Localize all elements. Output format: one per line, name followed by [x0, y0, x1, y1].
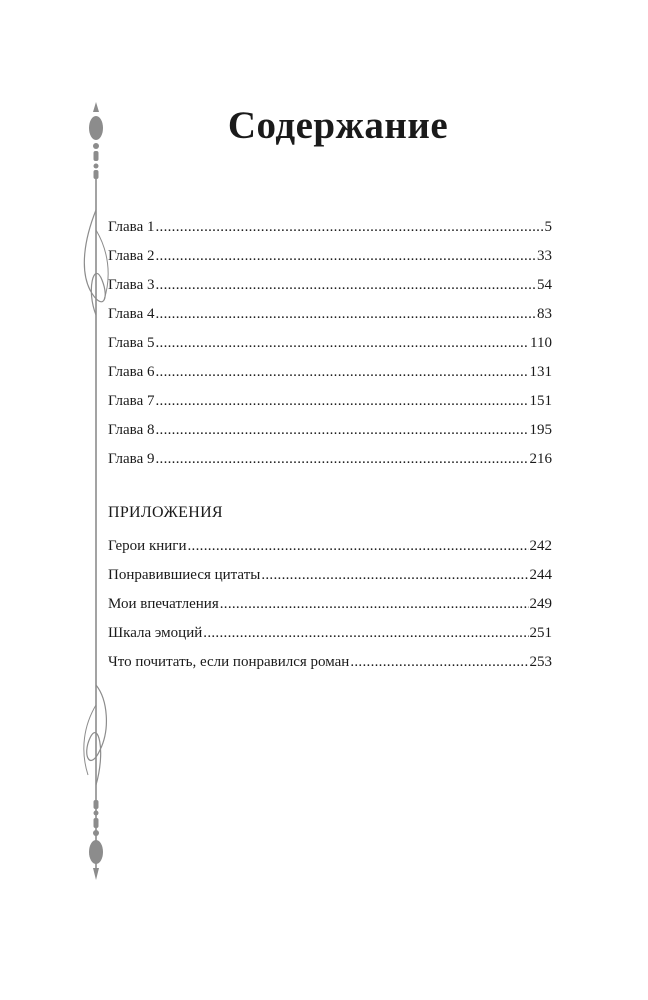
dot-leader — [155, 387, 528, 416]
toc-entry-chapter-1[interactable] — [108, 213, 552, 242]
toc-entry-label: Глава 6 — [108, 364, 155, 380]
toc-entry-chapter-9[interactable] — [108, 445, 552, 474]
toc-entry-label: Шкала эмоций — [108, 625, 203, 641]
toc-entry-page-number: 131 — [529, 364, 552, 380]
toc-entry-page-number: 249 — [529, 596, 552, 612]
toc-entry-appendix-2[interactable] — [108, 561, 552, 590]
dot-leader — [155, 213, 543, 242]
toc-entry-page-number: 242 — [529, 538, 552, 554]
toc-entry-page-number: 253 — [529, 654, 552, 670]
dot-leader — [188, 532, 529, 561]
toc-entry-appendix-5[interactable] — [108, 648, 552, 677]
page-title: Содержание — [227, 104, 449, 147]
appendix-list — [108, 532, 552, 677]
dot-leader — [155, 358, 528, 387]
toc-entry-page-number: 54 — [537, 277, 552, 293]
toc-entry-page-number: 244 — [529, 567, 552, 583]
appendix-heading: ПРИЛОЖЕНИЯ — [108, 504, 223, 521]
toc-entry-chapter-6[interactable] — [108, 358, 552, 387]
toc-entry-label: Герои книги — [108, 538, 187, 554]
dot-leader — [155, 329, 529, 358]
toc-entry-appendix-4[interactable] — [108, 619, 552, 648]
toc-entry-label: Глава 5 — [108, 335, 155, 351]
dot-leader — [155, 445, 528, 474]
toc-entry-label: Мои впечатления — [108, 596, 219, 612]
dot-leader — [203, 619, 528, 648]
toc-entry-chapter-3[interactable] — [108, 271, 552, 300]
toc-entry-chapter-5[interactable] — [108, 329, 552, 358]
toc-entry-page-number: 195 — [529, 422, 552, 438]
dot-leader — [155, 271, 536, 300]
toc-entry-label: Глава 2 — [108, 248, 155, 264]
toc-entry-label: Глава 4 — [108, 306, 155, 322]
toc-entry-chapter-8[interactable] — [108, 416, 552, 445]
dot-leader — [155, 300, 536, 329]
dot-leader — [155, 242, 536, 271]
toc-entry-label: Глава 9 — [108, 451, 155, 467]
toc-entry-label: Глава 3 — [108, 277, 155, 293]
toc-entry-page-number: 33 — [537, 248, 552, 264]
toc-entry-page-number: 216 — [529, 451, 552, 467]
toc-entry-label: Понравившиеся цитаты — [108, 567, 261, 583]
toc-entry-chapter-4[interactable] — [108, 300, 552, 329]
dot-leader — [261, 561, 528, 590]
dot-leader — [350, 648, 528, 677]
toc-entry-page-number: 5 — [544, 219, 552, 235]
toc-entry-chapter-7[interactable] — [108, 387, 552, 416]
toc-entry-label: Глава 1 — [108, 219, 155, 235]
toc-entry-page-number: 151 — [529, 393, 552, 409]
dot-leader — [220, 590, 529, 619]
toc-entry-page-number: 83 — [537, 306, 552, 322]
toc-entry-label: Глава 8 — [108, 422, 155, 438]
toc-entry-appendix-3[interactable] — [108, 590, 552, 619]
toc-entry-label: Глава 7 — [108, 393, 155, 409]
toc-entry-chapter-2[interactable] — [108, 242, 552, 271]
toc-entry-page-number: 110 — [530, 335, 552, 351]
toc-entry-page-number: 251 — [529, 625, 552, 641]
chapter-list — [108, 213, 552, 474]
toc-entry-label: Что почитать, если понравился роман — [108, 654, 350, 670]
toc-entry-appendix-1[interactable] — [108, 532, 552, 561]
dot-leader — [155, 416, 528, 445]
